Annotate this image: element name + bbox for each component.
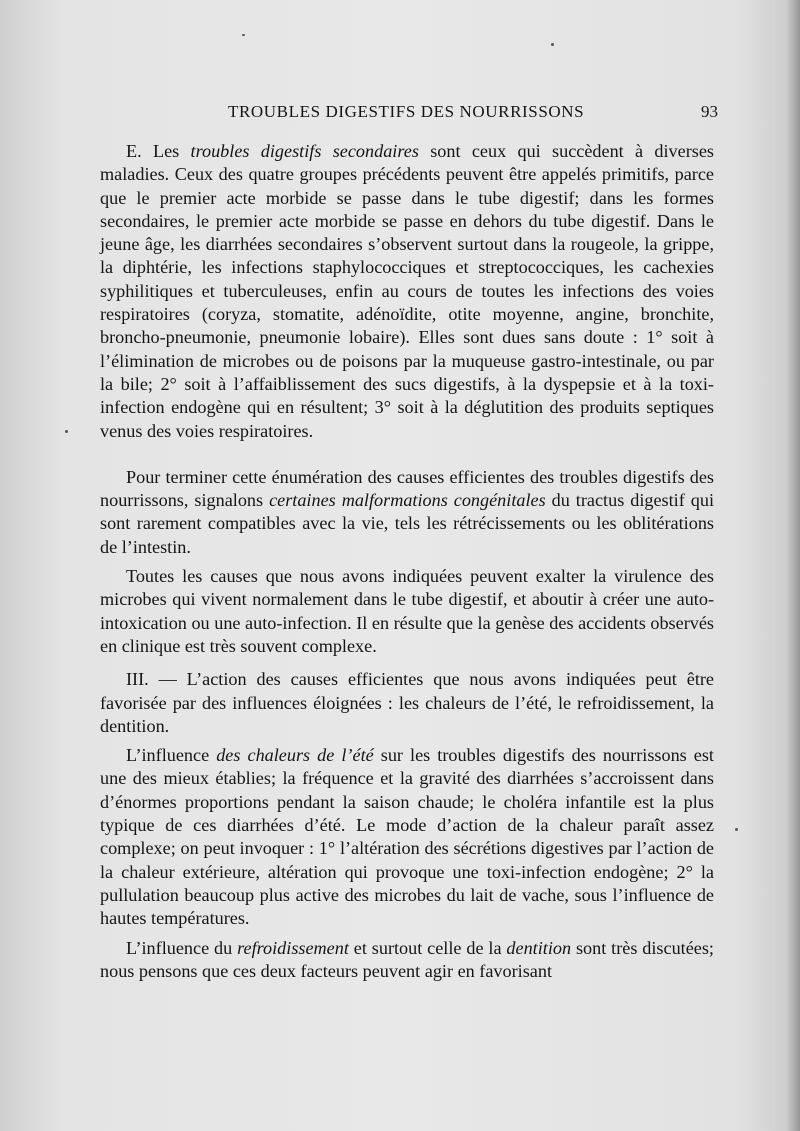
text-run: L’influence [126,745,217,766]
text-run: L’influence du [126,937,238,958]
text-run: et surtout celle de la [348,937,507,958]
paragraph-virulence [100,565,714,658]
ink-speck [65,430,68,433]
italic-run: des chaleurs de l’été [216,745,374,766]
text-run: E. Les [126,141,191,161]
paragraph-malformations [100,466,714,559]
paragraph-summer-heat [100,744,714,930]
italic-run: dentition [506,937,572,958]
page-number: 93 [701,102,718,121]
running-title: TROUBLES DIGESTIFS DES NOURRISSONS [228,102,585,121]
page-edge-shadow [786,0,800,1131]
text-run: du tractus digestif qui sont rarement compatibles avec la vie, tels les rétrécissements ou les oblitérations de l’intestin. [100,490,715,557]
page-header [98,98,718,128]
ink-speck [242,34,245,36]
text-run: sont très discutées; nous pensons que ces deux facteurs peuvent agir en favorisant [100,937,714,981]
paragraph-cooling-dentition [100,937,714,984]
paragraph-secondary-troubles [100,140,714,443]
body-text [100,140,714,983]
ink-speck [735,828,738,831]
italic-run: refroidissement [237,937,349,958]
italic-run: certaines malformations congénitales [269,490,546,511]
text-run: Toutes les causes que nous avons indiquées peuvent exalter la virulence des microbes qui vivent normalement dans le tube digestif, et aboutir à créer une auto-intoxication ou une auto-infection. Il en résulte que la genèse des accidents observés en clinique est très souvent complexe. [100,566,714,656]
text-run: Pour terminer cette énumération des causes efficientes des troubles digestifs des nourrissons, signalons [100,466,714,511]
text-run: III. — L’action des causes efficientes que nous avons indiquées peut être favorisée par des influences éloignées : les chaleurs de l’été, le refroidissement, la dentition. [100,669,714,736]
text-run: sont ceux qui succèdent à diverses maladies. Ceux des quatre groupes précédents peuvent être appelés primitifs, parce que le premier acte morbide se passe dans le tube digestif; dans les formes secondaires, le premier acte morbide se passe en dehors du tube digestif. Dans le jeune âge, les diarrhées secondaires s’observent surtout dans la rougeole, la grippe, la diphtérie, les infections staphylococciques et streptococciques, les cachexies syphilitiques et tuberculeuses, enfin au cours de toutes les infections des voies respiratoires (coryza, stomatite, adénoïdite, otite moyenne, angine, bronchite, broncho-pneumonie, pneumonie lobaire). Elles sont dues sans doute : 1° soit à l’élimination de microbes ou de poisons par la muqueuse gastro-intestinale, ou par la bile; 2° soit à l’affaiblissement des sucs digestifs, à la dyspepsie et à la toxi-infection endogène qui en résultent; 3° soit à la déglutition des produits septiques venus des voies respiratoires. [100,141,715,441]
paragraph-influences [100,668,714,738]
italic-run: troubles digestifs secondaires [190,141,419,161]
ink-speck [551,43,554,46]
text-run: sur les troubles digestifs des nourrissons est une des mieux établies; la fréquence et la gravité des diarrhées s’accroissent dans d’énormes proportions pendant la saison chaude; le choléra infantile est la plus typique de ces diarrhées d’été. Le mode d’action de la chaleur paraît assez complexe; on peut invoquer : 1° l’altération des sécrétions digestives par l’action de la chaleur extérieure, altération qui provoque une toxi-infection endogène; 2° la pullulation beaucoup plus active des microbes du lait de vache, sous l’influence de hautes températures. [100,745,714,929]
